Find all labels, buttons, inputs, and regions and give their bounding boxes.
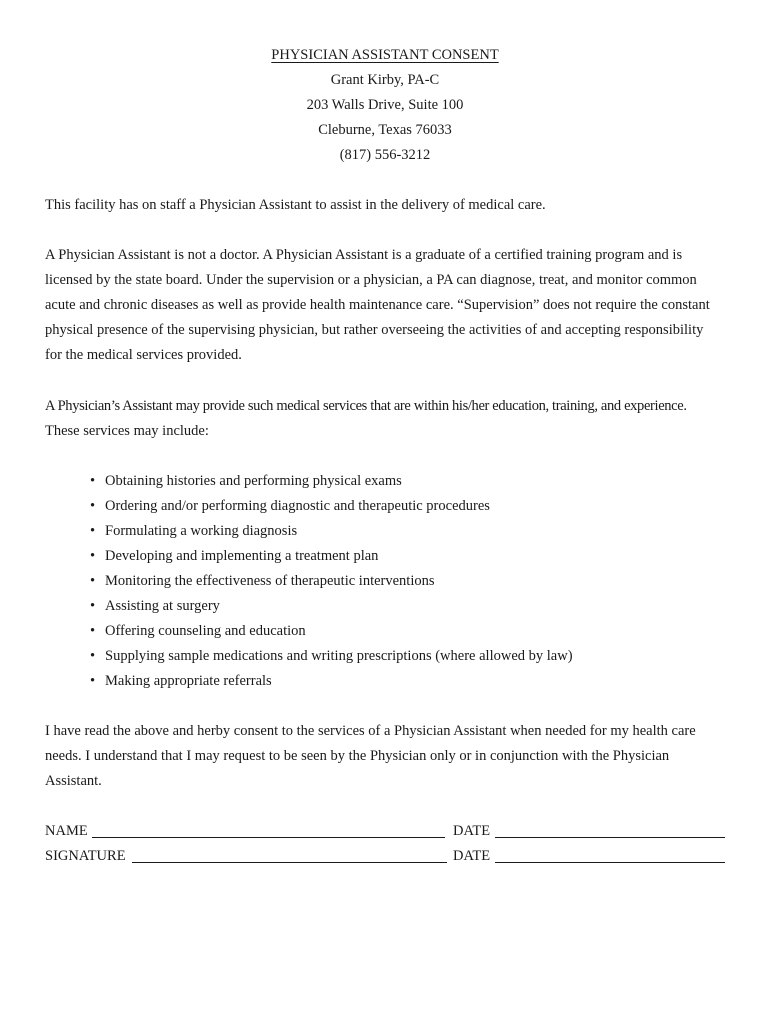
list-item [90, 594, 573, 619]
list-item-text: Making appropriate referrals [105, 673, 272, 689]
bullet-icon: • [90, 523, 96, 539]
paragraph-line: for the medical services provided. [45, 347, 242, 363]
date-label: DATE [453, 848, 491, 864]
paragraph-line: physical presence of the supervising physician, but rather overseeing the activities of and accepting responsibility [45, 322, 704, 338]
intro-paragraph: This facility has on staff a Physician Assistant to assist in the delivery of medical care. [45, 197, 546, 213]
list-item [90, 544, 573, 569]
services-intro-paragraph [45, 394, 730, 444]
bullet-icon: • [90, 648, 96, 664]
bullet-icon: • [90, 598, 96, 614]
date-field[interactable] [495, 862, 725, 863]
list-item-text: Assisting at surgery [105, 598, 220, 614]
list-item [90, 469, 573, 494]
paragraph-line: I have read the above and herby consent to the services of a Physician Assistant when needed for my health care [45, 723, 696, 739]
consent-paragraph [45, 719, 730, 794]
list-item [90, 669, 573, 694]
bullet-icon: • [90, 473, 96, 489]
list-item [90, 619, 573, 644]
signature-field[interactable] [132, 862, 447, 863]
list-item-text: Supplying sample medications and writing prescriptions (where allowed by law) [105, 648, 573, 664]
list-item-text: Offering counseling and education [105, 623, 306, 639]
date-field[interactable] [495, 837, 725, 838]
form-header [0, 43, 770, 168]
paragraph-line: needs. I understand that I may request to be seen by the Physician only or in conjunction with the Physician [45, 748, 670, 764]
paragraph-line: licensed by the state board. Under the supervision or a physician, a PA can diagnose, treat, and monitor common [45, 272, 697, 288]
date-label: DATE [453, 823, 491, 839]
list-item-text: Formulating a working diagnosis [105, 523, 298, 539]
bullet-icon: • [90, 548, 96, 564]
signature-row [45, 844, 725, 869]
paragraph-line: These services may include: [45, 423, 209, 439]
paragraph-line: Assistant. [45, 773, 102, 789]
bullet-icon: • [90, 623, 96, 639]
name-row [45, 819, 725, 844]
list-item-text: Developing and implementing a treatment plan [105, 548, 379, 564]
paragraph-line: A Physician’s Assistant may provide such medical services that are within his/her education, training, and experience. [45, 398, 687, 414]
phone-number: (817) 556-3212 [339, 147, 431, 163]
paragraph-line: acute and chronic diseases as well as provide health maintenance care. “Supervision” does not require the constant [45, 297, 710, 313]
list-item [90, 519, 573, 544]
list-item [90, 644, 573, 669]
form-title: PHYSICIAN ASSISTANT CONSENT [271, 47, 499, 63]
list-item-text: Obtaining histories and performing physical exams [105, 473, 402, 489]
address-line-1: 203 Walls Drive, Suite 100 [306, 97, 464, 113]
provider-name: Grant Kirby, PA-C [330, 72, 440, 88]
pa-description-paragraph [45, 243, 730, 368]
signature-label: SIGNATURE [45, 848, 126, 864]
list-item-text: Monitoring the effectiveness of therapeutic interventions [105, 573, 435, 589]
list-item [90, 569, 573, 594]
list-item-text: Ordering and/or performing diagnostic and therapeutic procedures [105, 498, 490, 514]
address-line-2: Cleburne, Texas 76033 [318, 122, 452, 138]
list-item [90, 494, 573, 519]
paragraph-line: A Physician Assistant is not a doctor. A Physician Assistant is a graduate of a certified training program and is [45, 247, 683, 263]
name-field[interactable] [92, 837, 445, 838]
services-list [90, 469, 573, 694]
bullet-icon: • [90, 573, 96, 589]
bullet-icon: • [90, 673, 96, 689]
name-label: NAME [45, 823, 88, 839]
bullet-icon: • [90, 498, 96, 514]
